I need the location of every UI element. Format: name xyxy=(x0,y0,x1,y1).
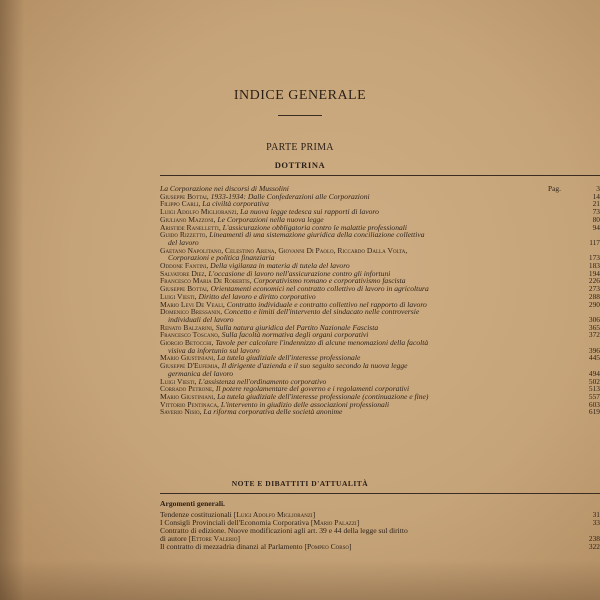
dottrina-entry-list xyxy=(160,185,600,416)
entry-title: La Corporazione nei discorsi di Mussolini xyxy=(160,184,289,193)
entry-page: 21 xyxy=(592,199,600,209)
entry-title: Orientamenti economici nel contratto collettivo di lavoro in agricoltura xyxy=(210,284,429,294)
entry-title: Lineamenti di una sistemazione giuridica della conciliazione collettiva xyxy=(209,230,425,240)
entry-title: germanica del lavoro xyxy=(168,368,234,378)
entry-author: Giuseppe D'Eufemia, xyxy=(160,361,220,371)
index-entry xyxy=(160,231,600,239)
note-title: di autore xyxy=(160,533,187,543)
note-title: Tendenze costituzionali xyxy=(160,510,232,519)
note-page: 31 xyxy=(592,510,600,519)
note-title: I Consigli Provinciali dell'Economia Corporativa xyxy=(160,517,309,527)
entry-title: Corporazioni e politica finanziaria xyxy=(168,253,275,263)
entry-author: Saverio Nisio, xyxy=(160,407,202,417)
entry-title: La riforma corporativa delle società anonime xyxy=(203,407,343,417)
entry-title: Corporativismo romano e corporativismo fascista xyxy=(253,276,406,286)
entry-page: 365 xyxy=(588,322,600,332)
entry-title: individuali del lavoro xyxy=(168,314,234,324)
entry-title: 1933-1934: Dalle Confederazioni alle Corporazioni xyxy=(210,191,370,201)
entry-author: Francesco Maria De Robertis, xyxy=(160,276,252,286)
entry-author: Giorgio Betocchi, xyxy=(160,338,214,348)
notes-entry-list xyxy=(160,511,600,551)
entry-title: La civiltà corporativa xyxy=(202,199,269,209)
entry-page: 502 xyxy=(588,376,600,386)
entry-page: 3 xyxy=(596,184,600,193)
entry-author: Corrado Petrone, xyxy=(160,384,214,394)
page-shadow-bottom xyxy=(0,560,600,600)
entry-page: 80 xyxy=(592,214,600,224)
page-title: INDICE GENERALE xyxy=(233,88,367,103)
note-author: [Pompeo Corso] xyxy=(304,541,352,551)
entry-title: Il dirigente d'azienda e il suo seguito secondo la nuova legge xyxy=(221,361,408,371)
note-author: [Ettore Valerio] xyxy=(188,533,240,543)
title-divider xyxy=(278,115,322,116)
entry-page: 194 xyxy=(588,268,600,278)
entry-page: 14 xyxy=(592,191,600,201)
entry-page: 183 xyxy=(588,261,600,271)
entry-title: L'assistenza nell'ordinamento corporativo xyxy=(198,376,327,386)
index-entry xyxy=(160,408,600,416)
entry-page: 557 xyxy=(588,391,600,401)
entry-title: Sulla facoltà normativa degli organi corporativi xyxy=(221,330,369,340)
entry-title: Contratto individuale e contratto collettivo nel rapporto di lavoro xyxy=(226,299,427,309)
note-page: 322 xyxy=(588,541,600,551)
page-label: Pag. xyxy=(548,184,561,193)
section-divider xyxy=(160,493,600,494)
entry-title: Il potere regolamentare del governo e i regolamenti corporativi xyxy=(215,384,410,394)
entry-title: visiva da infortunio sul lavoro xyxy=(168,345,260,355)
entry-page: 173 xyxy=(588,253,600,263)
entry-author: Salvatore Diez, xyxy=(160,268,207,278)
entry-author: Francesco Toscano, xyxy=(160,330,220,340)
note-title: Contratto di edizione. Nuove modificazioni agli art. 39 e 44 della legge sul diritto xyxy=(160,525,408,535)
entry-title: Le Corporazioni nella nuova legge xyxy=(217,214,324,224)
entry-page: 445 xyxy=(588,353,600,363)
note-title: Il contratto di mezzadria dinanzi al Parlamento xyxy=(160,541,303,551)
entry-page: 619 xyxy=(588,407,600,417)
entry-page: 73 xyxy=(592,207,600,217)
entry-title: La nuova legge tedesca sui rapporti di lavoro xyxy=(240,207,379,217)
entry-page: 117 xyxy=(589,237,600,247)
entry-title: La tutela giudiziale dell'interesse professionale xyxy=(217,353,361,363)
entry-title: La tutela giudiziale dell'interesse professionale (continuazione e fine) xyxy=(217,391,429,401)
entry-title: del lavoro xyxy=(168,237,199,247)
entry-author: Mario Giustiniani, xyxy=(160,353,216,363)
entry-title: Tavole per calcolare l'indennizzo di alcune menomazioni della facoltà xyxy=(215,338,429,348)
entry-page: 372 xyxy=(588,330,600,340)
entry-title: L'occasione di lavoro nell'assicurazione contro gli infortuni xyxy=(208,268,391,278)
entry-author: Luigi Viesti, xyxy=(160,376,197,386)
entry-author: Oddone Fantini, xyxy=(160,261,209,271)
entry-page: 273 xyxy=(588,284,600,294)
entry-page: 290 xyxy=(588,299,600,309)
note-page: 238 xyxy=(588,533,600,543)
entry-author: Luigi Adolfo Miglioranzi, xyxy=(160,207,239,217)
section-divider xyxy=(160,175,600,176)
entry-author: Giuliano Mazzoni, xyxy=(160,214,216,224)
entry-author: Guido Rizzetto, xyxy=(160,230,208,240)
entry-page: 94 xyxy=(592,222,600,232)
entry-page: 603 xyxy=(588,399,600,409)
entry-page: 494 xyxy=(588,368,600,378)
entry-author: Giuseppe Bottai, xyxy=(160,284,209,294)
entry-author: Mario Levi De Veali, xyxy=(160,299,225,309)
section-heading-notes: NOTE E DIBATTITI D'ATTUALITÀ xyxy=(231,479,369,488)
entry-author: Giuseppe Bottai, xyxy=(160,191,209,201)
entry-title: Concetto e limiti dell'intervento del sindacato nelle controversie xyxy=(224,307,420,317)
note-author: [Luigi Adolfo Miglioranzi] xyxy=(233,510,316,519)
entry-page: 226 xyxy=(588,276,600,286)
note-entry xyxy=(160,543,600,551)
entry-author: Aristide Ranelletti, xyxy=(160,222,221,232)
entry-author: Luigi Viesti, xyxy=(160,291,197,301)
note-page: 33 xyxy=(592,517,600,527)
entry-title: Sulla natura giuridica del Partito Nazionale Fascista xyxy=(215,322,379,332)
section-heading-dottrina: DOTTRINA xyxy=(274,160,326,170)
entry-page: 306 xyxy=(588,314,600,324)
entry-page: 513 xyxy=(588,384,600,394)
entry-title: L'assicurazione obbligatoria contro le malattie professionali xyxy=(222,222,408,232)
part-heading: PARTE PRIMA xyxy=(266,142,334,153)
entry-page: 288 xyxy=(588,291,600,301)
entry-author: Mario Giustiniani, xyxy=(160,391,216,401)
entry-author: Vittorio Pentinaca, xyxy=(160,399,219,409)
entry-author: Gaetano Napolitano, Celestino Arena, Giovanni Di Paolo, Riccardo Dalla Volta, xyxy=(160,245,408,255)
subsection-heading: Argomenti generali. xyxy=(160,499,225,508)
entry-title: Della vigilanza in materia di tutela del lavoro xyxy=(210,261,350,271)
entry-title: Diritto del lavoro e diritto corporativo xyxy=(198,291,316,301)
entry-page: 396 xyxy=(588,345,600,355)
entry-author: Renato Balzarini, xyxy=(160,322,214,332)
entry-author: Domenico Bressanin, xyxy=(160,307,223,317)
entry-title: L'intervento in giudizio delle associazioni professionali xyxy=(220,399,390,409)
note-author: [Mario Palazzi] xyxy=(310,517,360,527)
entry-author: Filippo Carli, xyxy=(160,199,201,209)
